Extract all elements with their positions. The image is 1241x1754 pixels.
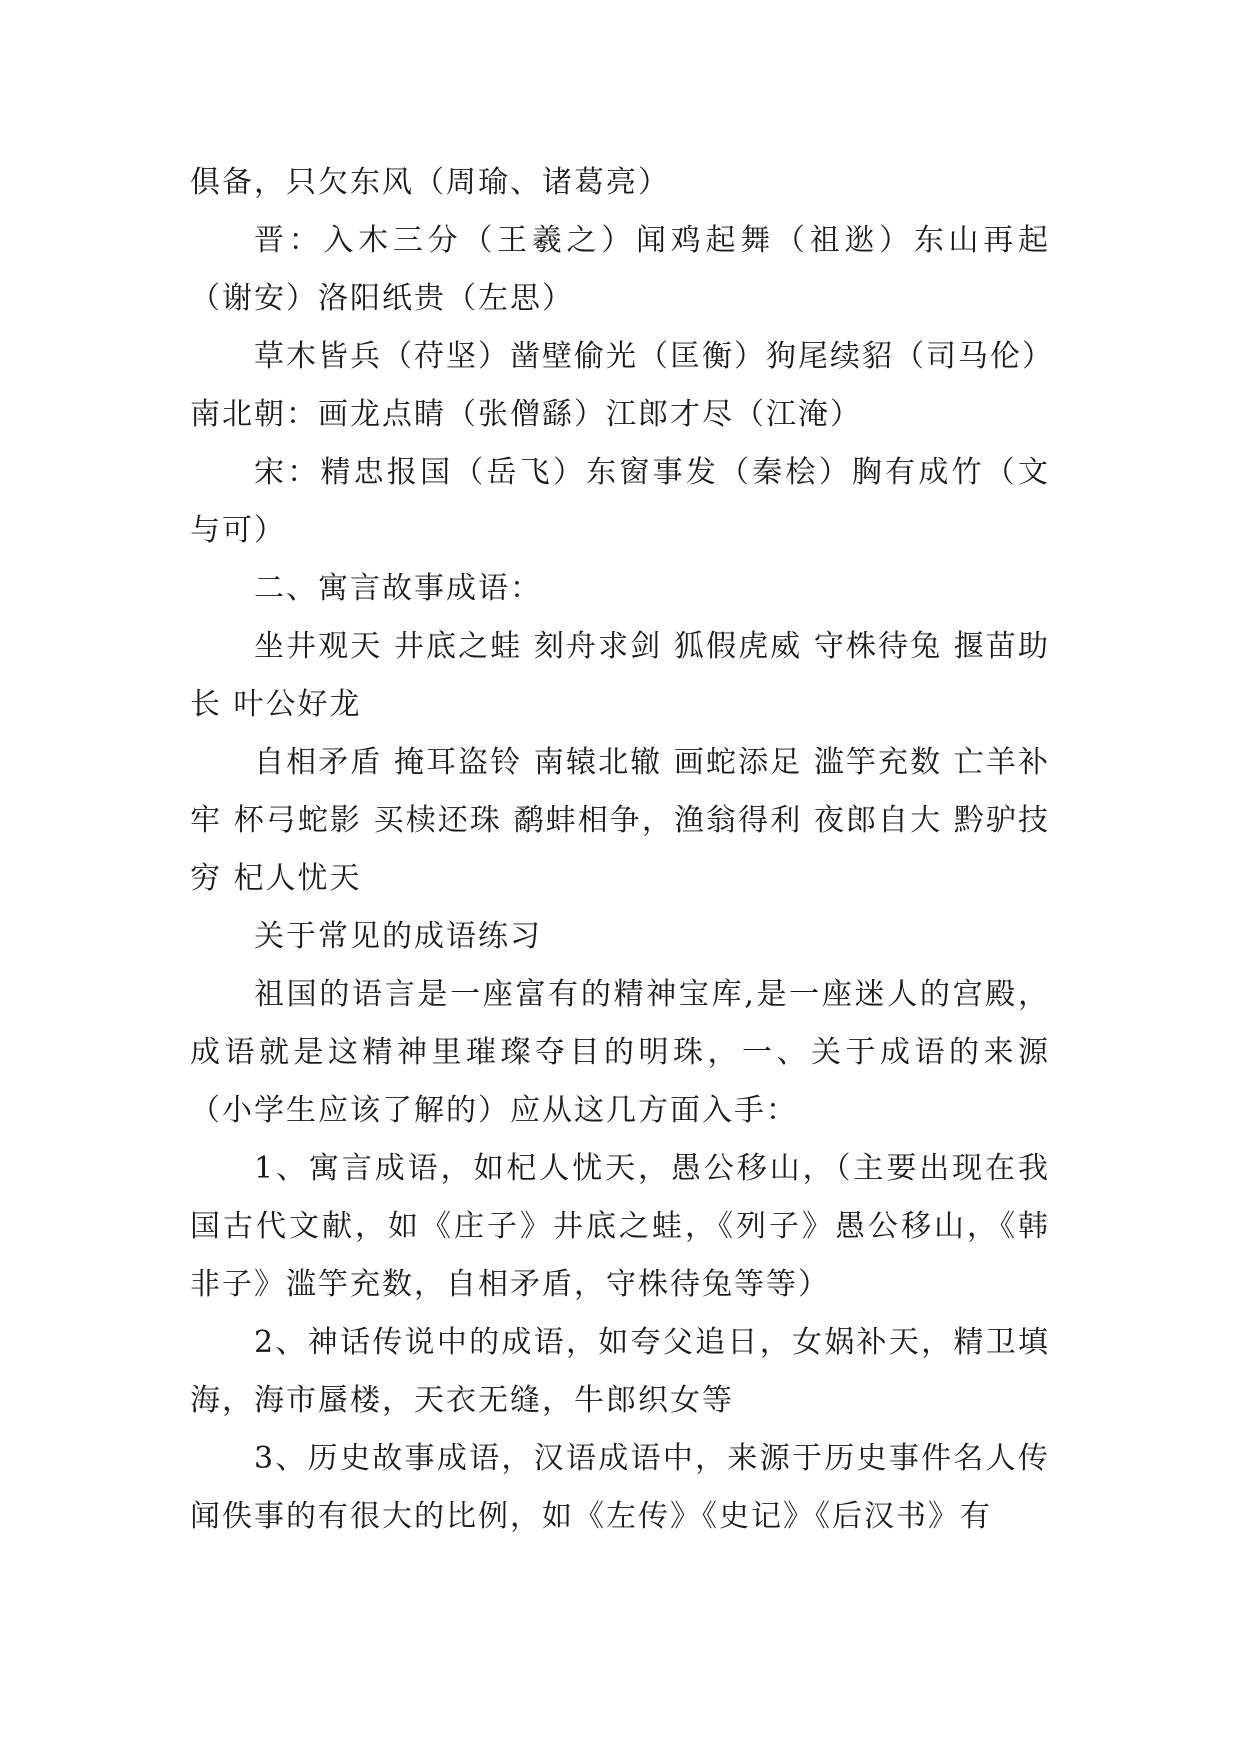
paragraph: 草木皆兵（苻坚）凿壁偷光（匡衡）狗尾续貂（司马伦） [254, 339, 1054, 374]
paragraph: 宋：精忠报国（岳飞）东窗事发（秦桧）胸有成竹（文与可） [190, 455, 1050, 548]
paragraph: 3、历史故事成语，汉语成语中，来源于历史事件名人传闻佚事的有很大的比例，如《左传》《史记》《后汉书》有 [190, 1441, 1050, 1534]
paragraph: 自相矛盾 掩耳盗铃 南辕北辙 画蛇添足 滥竽充数 亡羊补牢 杯弓蛇影 买椟还珠 鹬蚌相争，渔翁得利 夜郎自大 黔驴技穷 杞人忧天 [190, 745, 1050, 896]
paragraph: 晋：入木三分（王羲之）闻鸡起舞（祖逖）东山再起（谢安）洛阳纸贵（左思） [190, 223, 1050, 316]
section-heading: 二、寓言故事成语： [254, 571, 542, 606]
paragraph: 俱备，只欠东风（周瑜、诸葛亮） [190, 165, 670, 200]
section-heading: 关于常见的成语练习 [254, 919, 542, 954]
paragraph: 2、神话传说中的成语，如夸父追日，女娲补天，精卫填海，海市蜃楼，天衣无缝，牛郎织女等 [190, 1325, 1050, 1418]
paragraph: 南北朝：画龙点睛（张僧繇）江郎才尽（江淹） [190, 397, 862, 432]
paragraph: 祖国的语言是一座富有的精神宝库,是一座迷人的宫殿，成语就是这精神里璀璨夺目的明珠，一、关于成语的来源（小学生应该了解的）应从这几方面入手： [190, 977, 1050, 1128]
document-body [190, 154, 1054, 1546]
paragraph: 1、寓言成语，如杞人忧天，愚公移山，（主要出现在我国古代文献，如《庄子》井底之蛙，《列子》愚公移山，《韩非子》滥竽充数，自相矛盾，守株待兔等等） [190, 1151, 1050, 1302]
paragraph: 坐井观天 井底之蛙 刻舟求剑 狐假虎威 守株待兔 揠苗助长 叶公好龙 [190, 629, 1050, 722]
